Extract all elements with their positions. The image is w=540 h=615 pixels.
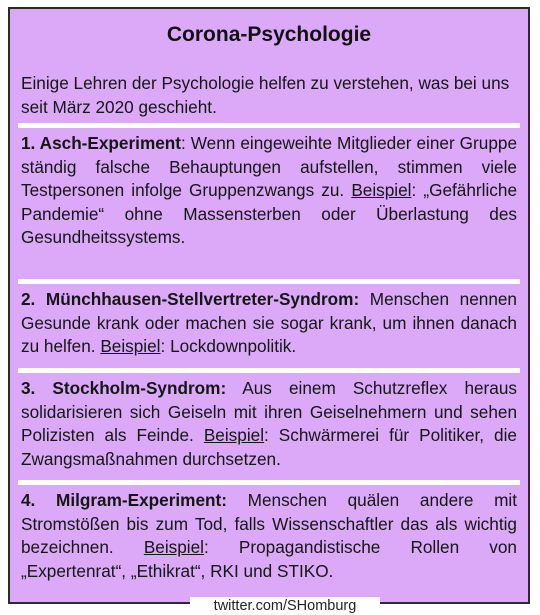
twitter-handle: twitter.com/SHomburg	[190, 597, 380, 615]
section-muenchhausen-syndrom	[21, 288, 517, 359]
intro-text: Einige Lehren der Psychologie helfen zu verstehen, was bei uns seit März 2020 geschieht.	[21, 73, 510, 117]
section-heading: 4. Milgram-Experiment:	[21, 490, 227, 510]
info-panel	[8, 7, 530, 604]
separator	[18, 123, 520, 128]
example-label: Beispiel	[203, 425, 265, 445]
section-text: Menschen quälen andere mit Stromstößen bis zum Tod, falls Wissenschaftler das als wichtig bezeichnen.	[21, 490, 517, 557]
section-heading: 3. Stockholm-Syndrom:	[21, 378, 227, 398]
example-text: : Lockdownpolitik.	[160, 336, 297, 356]
section-text: Aus einem Schutzreflex heraus solidarisieren sich Geiseln mit ihren Geiselnehmern und sehen Polizisten als Feinde.	[21, 378, 517, 445]
example-text: : „Gefährliche Pandemie“ ohne Massensterben oder Überlastung des Gesundheitssystems.	[21, 180, 518, 247]
example-label: Beispiel	[100, 336, 161, 356]
section-text: : Wenn eingeweihte Mitglieder einer Gruppe ständig falsche Behauptungen aufstellen, stimmen viele Testpersonen infolge Gruppenzwangs zu.	[21, 133, 517, 200]
section-asch-experiment	[21, 132, 517, 250]
separator	[18, 279, 520, 284]
page-title: Corona-Psychologie	[166, 23, 372, 46]
section-text: Menschen nennen Gesunde krank oder machen sie sogar krank, um ihnen danach zu helfen.	[21, 289, 517, 356]
section-heading: 1. Asch-Experiment	[21, 133, 182, 153]
section-heading: 2. Münchhausen-Stellvertreter-Syndrom:	[21, 289, 360, 309]
example-text: : Propagandistische Rollen von „Expertenrat“, „Ethikrat“, RKI und STIKO.	[21, 537, 517, 581]
section-milgram-experiment	[21, 489, 517, 583]
separator	[18, 480, 520, 485]
section-stockholm-syndrom	[21, 377, 517, 471]
example-label: Beispiel	[143, 537, 205, 557]
example-text: : Schwärmerei für Politiker, die Zwangsmaßnahmen durchsetzen.	[21, 425, 517, 469]
separator	[18, 368, 520, 373]
example-label: Beispiel	[351, 180, 412, 200]
